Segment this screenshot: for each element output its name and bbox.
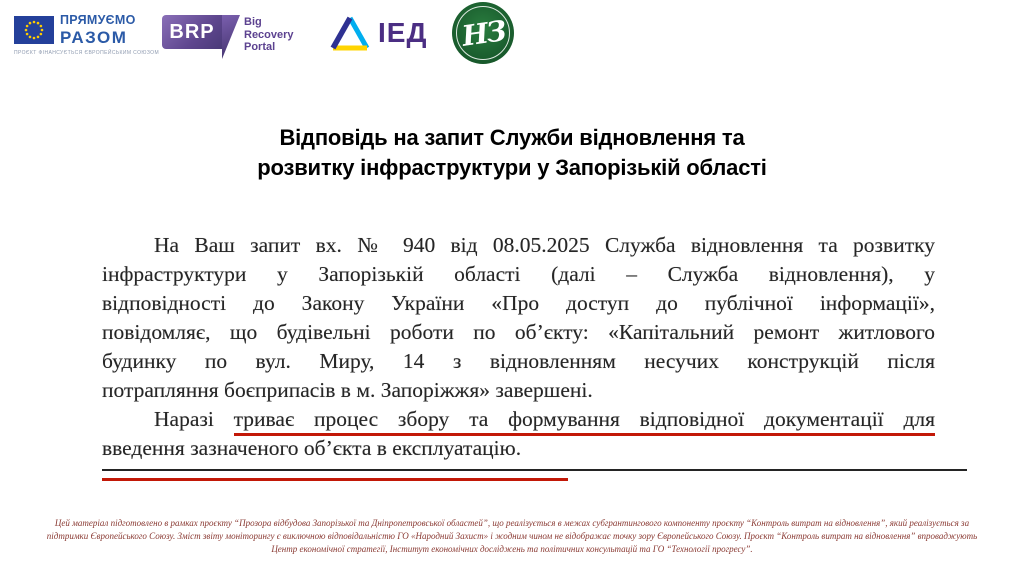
brp-logo [162,15,294,59]
brp-box-icon [162,15,240,59]
eu-logo-line1: ПРЯМУЄМО [60,13,136,27]
document-line: будинку по вул. Миру, 14 з відновленням несучих конструкцій після [102,349,935,373]
ied-logo [330,15,427,51]
brp-name-line3: Portal [244,41,276,53]
page-title [0,123,1024,183]
logo-row [0,0,1024,70]
brp-logo-name [244,16,294,54]
nz-monogram: НЗ [459,13,507,53]
eu-funded-logo [14,13,160,56]
document-line: На Ваш запит вх. № 940 від 08.05.2025 Служба відновлення та розвитку [154,233,935,257]
brp-name-line2: Recovery [244,28,294,41]
eu-logo-row [14,14,154,46]
page-title-line1: Відповідь на запит Служби відновлення та [279,124,745,150]
brp-arrow-icon [222,15,240,59]
document-line: Наразі триває процес збору та формування відповідної документації для [102,405,935,434]
eu-flag-icon [14,16,54,44]
eu-logo-subtext: ПРОЄКТ ФІНАНСУЄТЬСЯ ЄВРОПЕЙСЬКИМ СОЮЗОМ [14,49,160,56]
ied-logo-label: ІЕД [378,17,428,48]
document-scan [102,231,935,481]
green-circle-logo [452,2,514,64]
brp-name-line1: Big [244,16,262,28]
document-line: потрапляння боєприпасів в м. Запоріжжя» завершені. [102,378,593,402]
document-line: повідомляє, що будівельні роботи по об’єкту: «Капітальний ремонт житлового [102,320,935,344]
document-line: відповідності до Закону України «Про доступ до публічної інформації», [102,291,935,315]
red-underlined-text: триває процес збору та формування відповідної документації для [234,407,935,436]
document-line: введення зазначеного об’єкта в експлуатацію. [102,436,522,460]
brp-abbr: BRP [162,15,222,49]
eu-logo-line2: РАЗОМ [60,27,128,47]
horizontal-rule [102,469,967,471]
document-lines [102,231,935,463]
ied-triangle-icon [330,15,370,51]
document-line: інфраструктури у Запорізькій області (далі – Служба відновлення), у [102,262,935,286]
page-title-line2: розвитку інфраструктури у Запорізькій області [257,154,767,180]
footer-disclaimer: Цей матеріал підготовлено в рамках проєкту “Прозора відбудова Запорізької та Дніпропетровської областей”, що реалізується в межах субгрантингового компоненту проєкту “Контроль витрат на відновлення”, який реалізується за підтримки Європейського Союзу. Зміст звіту моніторингу є виключною відповідальністю ГО «Народний Захист» і жодним чином не відображає точку зору Європейського Союзу. Проєкт “Контроль витрат на відновлення” впроваджують Центр економічної стратегії, Інститут економічних досліджень та політичних консультацій та ГО “Технології прогресу”. [46,518,978,554]
eu-logo-text [60,14,136,46]
red-underline-rule [102,478,568,481]
